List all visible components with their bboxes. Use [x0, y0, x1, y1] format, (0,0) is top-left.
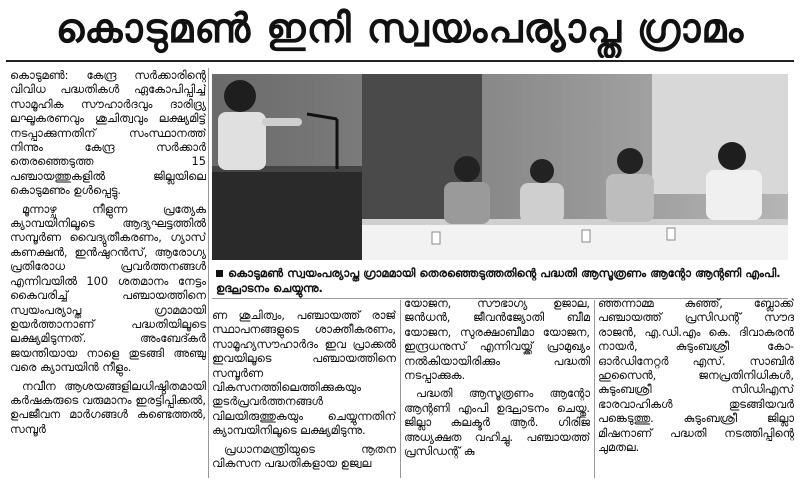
- article-paragraph: പ്രധാനമന്ത്രിയുടെ നൂതന വികസന പദ്ധതികളായ ഉജ്വല: [212, 441, 396, 471]
- column-divider: [594, 300, 595, 478]
- article-column-3: [404, 296, 590, 478]
- article-paragraph: ഞ്ഞന്നാമ്മ കുഞ്ഞ്, ബ്ലോക്ക് പഞ്ചായത്ത് പ്രസിഡന്റ് സൗദ രാജൻ, എ.ഡി.എം കെ. ദിവാകരൻ നായർ, കുടുംബശ്രീ കോ-ഓർഡിനേറ്റർ എസ്. സാബിർ ഹുസൈൻ, ജനപ്രതിനിധികൾ, കുടുംബശ്രീ സിഡിഎസ് ഭാരവാഹികൾ തുടങ്ങിയവർ പങ്കെടുത്തു. കുടുംബശ്രീ ജില്ലാ മിഷനാണ് പദ്ധതി നടത്തിപ്പിന്റെ ചുമതല.: [598, 296, 794, 455]
- article-column-4: [598, 296, 794, 478]
- photo-caption: [216, 266, 788, 296]
- article-column-2: [212, 308, 396, 478]
- headline: കൊടുമൺ ഇനി സ്വയംപര്യാപ്ത ഗ്രാമം: [55, 5, 745, 52]
- article-column-1: [10, 68, 206, 478]
- caption-bullet-icon: [216, 270, 223, 277]
- headline-rule: [6, 60, 794, 62]
- article-paragraph: പദ്ധതി ആസൂത്രണം ആന്റോ ആന്റണി എംപി ഉദ്ഘാടനം ചെയ്തു. ജില്ലാ കലക്ടർ ആർ. ഗിരിജ അധ്യക്ഷത വഹിച്ചു. പഞ്ചായത്ത് പ്രസിഡന്റ് കു: [404, 386, 590, 459]
- article-paragraph: നവീന ആശയങ്ങളിലധിഷ്ഠിതമായി കർഷകരുടെ വരുമാനം ഇരട്ടിപ്പിക്കൽ, ഉപജീവന മാർഗങ്ങൾ കണ്ടെത്തൽ, സമ്പൂർ: [10, 378, 206, 436]
- article-paragraph: കൊടുമൺ: കേന്ദ്ര സർക്കാരിന്റെ വിവിധ പദ്ധതികൾ ഏകോപിപ്പിച്ച് സാമൂഹിക സൗഹാർദവും ദാരിദ്ര്യ ലഘൂകരണവും ശുചിത്വവും ലക്ഷ്യമിട്ട് നടപ്പാക്കുന്നതിന് സംസ്ഥാനത്ത് നിന്നും കേന്ദ്ര സർക്കാർ തെരഞ്ഞെടുത്ത 15 പഞ്ചായത്തുകളിൽ ജില്ലയിലെ കൊടുമണും ഉൾപ്പെട്ടു.: [10, 68, 206, 198]
- article-paragraph: മൂന്നാഴ്ച നീളുന്ന പ്രത്യേക ക്യാമ്പയിനിലൂടെ ആദ്യഘട്ടത്തിൽ സമ്പൂർണ വൈദ്യുതീകരണം, ഗ്യാസ് കണക്ഷൻ, ഇൻഷുറൻസ്, ആരോഗ്യ പ്രതിരോധ പ്രവർത്തനങ്ങൾ എന്നിവയിൽ 100 ശതമാനം നേട്ടം കൈവരിച്ച് പഞ്ചായത്തിനെ സ്വയംപര്യാപ്ത ഗ്രാമമായി ഉയർത്താനാണ് പദ്ധതിയിലൂടെ ലക്ഷ്യമിടുന്നത്. അംബേദ്കർ ജയന്തിയായ നാളെ തുടങ്ങി അഞ്ചു വരെ ക്യാമ്പയിൻ നീളും.: [10, 201, 206, 375]
- event-photo: [212, 74, 788, 260]
- article-paragraph: ണ ശുചിത്വം, പഞ്ചായത്ത് രാജ് സ്ഥാപനങ്ങളുടെ ശാക്തീകരണം, സാമൂഹ്യസൗഹാർദം ഇവ പ്രാക്കൽ ഇവയിലൂടെ പഞ്ചായത്തിനെ സമ്പൂർണ വികസനത്തിലെത്തിക്കുകയും തുടർപ്രവർത്തനങ്ങൾ വിലയിരുത്തുകയും ചെയ്യുന്നതിന് ക്യാമ്പയിനിലൂടെ ലക്ഷ്യമിടുന്നു.: [212, 308, 396, 438]
- column-divider: [208, 68, 209, 478]
- article-paragraph: യോജന, സൗഭാഗ്യ ഉജാല, ജൻധൻ, ജീവൻജ്യോതി ബീമ യോജന, സുരക്ഷാബീമാ യോജന, ഇന്ദ്രധനുസ് എന്നിവയ്ക്ക് പ്രാമുഖ്യം നൽകിയായിരിക്കും പദ്ധതി നടപ്പാക്കുക.: [404, 296, 590, 383]
- event-photo-illustration: [212, 74, 788, 260]
- photo-caption-text: കൊടുമൺ സ്വയംപര്യാപ്ത ഗ്രാമമായി തെരഞ്ഞെടുത്തതിന്റെ പദ്ധതി ആസൂത്രണം ആന്റോ ആന്റണി എംപി. ഉദ്ഘാടനം ചെയ്യുന്നു.: [216, 266, 781, 295]
- column-divider: [400, 300, 401, 478]
